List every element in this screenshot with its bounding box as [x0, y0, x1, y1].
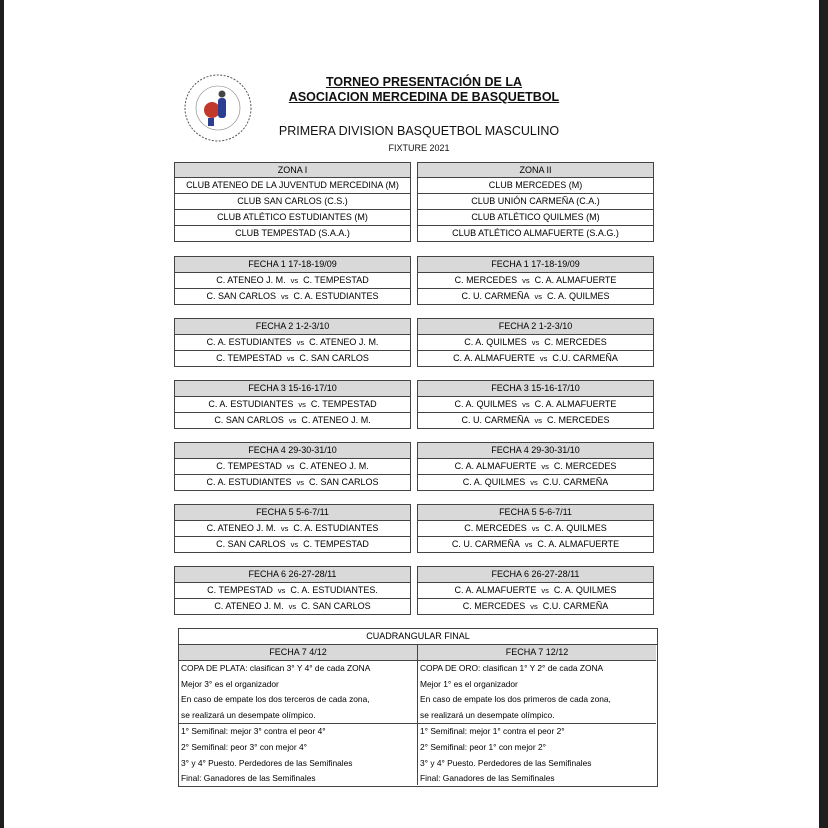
away-team: C. A. ALMAFUERTE	[534, 399, 617, 409]
vs-label: vs	[530, 602, 538, 611]
home-team: C. A. ALMAFUERTE	[454, 585, 537, 595]
rule-line: 2° Semifinal: peor 1° con mejor 2°	[420, 741, 546, 752]
vs-label: vs	[539, 354, 548, 363]
title-line-1: TORNEO PRESENTACIÓN DE LA	[325, 75, 523, 89]
vs-label: vs	[298, 400, 306, 409]
match-row	[418, 335, 653, 351]
rule-line: En caso de empate los dos terceros de cada zona,	[181, 694, 370, 705]
away-team: C. A. QUILMES	[546, 291, 610, 301]
away-team: C. A. ALMAFUERTE	[534, 275, 617, 285]
vs-label: vs	[541, 462, 549, 471]
match-row	[175, 273, 410, 289]
match-row	[175, 537, 410, 552]
vs-label: vs	[524, 540, 533, 549]
home-team: C. ATENEO J. M.	[206, 523, 276, 533]
rule-line: COPA DE PLATA: clasifican 3° Y 4° de cada ZONA	[181, 663, 371, 673]
home-team: C. SAN CARLOS	[206, 291, 276, 301]
vs-label: vs	[280, 524, 289, 533]
final-header: CUADRANGULAR FINAL	[179, 629, 657, 645]
document-page	[4, 0, 819, 828]
zone-header: ZONA II	[418, 163, 653, 178]
away-team: C. A. ESTUDIANTES	[293, 291, 379, 301]
fecha-header: FECHA 1 17-18-19/09	[418, 257, 653, 273]
match-row	[418, 583, 653, 599]
away-team: C. MERCEDES	[547, 415, 610, 425]
home-team: C. ATENEO J. M.	[216, 275, 286, 285]
zone-2-table	[417, 162, 654, 242]
match-row	[175, 335, 410, 351]
vs-label: vs	[288, 602, 297, 611]
fecha-header: FECHA 2 1-2-3/10	[418, 319, 653, 335]
home-team: C. MERCEDES	[464, 523, 527, 533]
match-row	[175, 599, 410, 614]
fecha-2-zone-2	[417, 318, 654, 367]
away-team: C. ATENEO J. M.	[309, 337, 379, 347]
vs-label: vs	[522, 400, 530, 409]
vs-label: vs	[531, 338, 540, 347]
away-team: C. SAN CARLOS	[299, 353, 369, 363]
rule-line: 1° Semifinal: mejor 3° contra el peor 4°	[179, 723, 417, 740]
match-row	[175, 583, 410, 599]
away-team: C. MERCEDES	[553, 461, 617, 471]
away-team: C. A. ALMAFUERTE	[537, 539, 620, 549]
away-team: C. A. QUILMES	[544, 523, 607, 533]
match-row	[418, 413, 653, 428]
fecha-header: FECHA 4 29-30-31/10	[418, 443, 653, 459]
fecha-3-zone-1	[174, 380, 411, 429]
away-team: C.U. CARMEÑA	[542, 477, 609, 487]
zone-team: CLUB TEMPESTAD (S.A.A.)	[235, 228, 350, 238]
home-team: C. U. CARMEÑA	[451, 539, 520, 549]
rule-line: Mejor 1° es el organizador	[420, 678, 518, 689]
home-team: C. SAN CARLOS	[214, 415, 284, 425]
rule-line: COPA DE ORO: clasifican 1° Y 2° de cada ZONA	[420, 663, 604, 673]
match-row	[418, 289, 653, 304]
fecha-3-zone-2	[417, 380, 654, 429]
fecha-header: FECHA 3 15-16-17/10	[418, 381, 653, 397]
home-team: C. A. ESTUDIANTES	[208, 399, 294, 409]
vs-label: vs	[286, 354, 295, 363]
fixture-label: FIXTURE 2021	[388, 143, 450, 153]
rule-line: 3° y 4° Puesto. Perdedores de las Semifinales	[420, 757, 592, 768]
vs-label: vs	[296, 478, 304, 487]
away-team: C.U. CARMEÑA	[552, 353, 618, 363]
vs-label: vs	[296, 338, 305, 347]
rule-line: se realizará un desempate olímpico.	[181, 709, 316, 720]
home-team: C. TEMPESTAD	[216, 461, 282, 471]
fecha-1-zone-1	[174, 256, 411, 305]
rule-line: En caso de empate los dos primeros de cada zona,	[420, 694, 611, 705]
match-row	[418, 521, 653, 537]
zone-header: ZONA I	[175, 163, 410, 178]
away-team: C. A. ESTUDIANTES.	[290, 585, 378, 595]
fecha-header: FECHA 5 5-6-7/11	[175, 505, 410, 521]
home-team: C. TEMPESTAD	[216, 353, 282, 363]
zone-team: CLUB ATENEO DE LA JUVENTUD MERCEDINA (M)	[175, 178, 410, 194]
fecha-5-zone-2	[417, 504, 654, 553]
vs-label: vs	[290, 540, 299, 549]
away-team: C. A. QUILMES	[553, 585, 617, 595]
fecha-header: FECHA 6 26-27-28/11	[175, 567, 410, 583]
rule-line: Final: Ganadores de las Semifinales	[181, 773, 316, 784]
home-team: C. ATENEO J. M.	[214, 601, 284, 611]
fecha-header: FECHA 1 17-18-19/09	[175, 257, 410, 273]
match-row	[175, 459, 410, 475]
away-team: C. ATENEO J. M.	[299, 461, 369, 471]
rule-line: 1° Semifinal: mejor 1° contra el peor 2°	[418, 723, 656, 740]
home-team: C. A. ESTUDIANTES	[206, 337, 292, 347]
away-team: C. A. ESTUDIANTES	[293, 523, 379, 533]
home-team: C. TEMPESTAD	[207, 585, 273, 595]
fecha-header: FECHA 6 26-27-28/11	[418, 567, 653, 583]
fecha-header: FECHA 5 5-6-7/11	[418, 505, 653, 521]
fecha-6-zone-1	[174, 566, 411, 615]
rule-line: Final: Ganadores de las Semifinales	[420, 773, 555, 784]
final-left-column	[179, 645, 418, 785]
home-team: C. U. CARMEÑA	[461, 415, 530, 425]
away-team: C. TEMPESTAD	[310, 399, 377, 409]
away-team: C. SAN CARLOS	[309, 477, 379, 487]
home-team: C. A. ALMAFUERTE	[454, 461, 537, 471]
vs-label: vs	[531, 524, 540, 533]
away-team: C. ATENEO J. M.	[301, 415, 371, 425]
match-row	[418, 273, 653, 289]
zone-team: CLUB SAN CARLOS (C.S.)	[175, 194, 410, 210]
zone-1-table	[174, 162, 411, 242]
fecha-6-zone-2	[417, 566, 654, 615]
fecha-header: FECHA 4 29-30-31/10	[175, 443, 410, 459]
vs-label: vs	[288, 416, 297, 425]
home-team: C. A. QUILMES	[462, 477, 526, 487]
zone-team: CLUB ATLÉTICO QUILMES (M)	[418, 210, 653, 226]
match-row	[418, 537, 653, 552]
rule-line: 3° y 4° Puesto. Perdedores de las Semifinales	[181, 757, 353, 768]
title-line-2: ASOCIACION MERCEDINA DE BASQUETBOL	[288, 90, 560, 104]
away-team: C. MERCEDES	[544, 337, 607, 347]
away-team: C. SAN CARLOS	[301, 601, 371, 611]
fecha-header: FECHA 3 15-16-17/10	[175, 381, 410, 397]
rule-line: se realizará un desempate olímpico.	[420, 709, 555, 720]
fecha-7-left-header: FECHA 7 4/12	[179, 645, 417, 661]
match-row	[175, 397, 410, 413]
document-subtitle: PRIMERA DIVISION BASQUETBOL MASCULINO	[278, 124, 560, 138]
match-row	[418, 397, 653, 413]
final-table	[178, 628, 658, 787]
rule-line: Mejor 3° es el organizador	[181, 678, 279, 689]
home-team: C. A. QUILMES	[454, 399, 518, 409]
vs-label: vs	[534, 292, 542, 301]
home-team: C. A. ESTUDIANTES	[206, 477, 292, 487]
zone-team: CLUB ATLÉTICO ALMAFUERTE (S.A.G.)	[452, 228, 619, 238]
vs-label: vs	[281, 292, 289, 301]
vs-label: vs	[286, 462, 295, 471]
zone-team: CLUB MERCEDES (M)	[418, 178, 653, 194]
match-row	[175, 351, 410, 366]
zone-team: CLUB UNIÓN CARMEÑA (C.A.)	[418, 194, 653, 210]
home-team: C. A. ALMAFUERTE	[453, 353, 535, 363]
home-team: C. SAN CARLOS	[216, 539, 286, 549]
match-row	[175, 521, 410, 537]
fecha-5-zone-1	[174, 504, 411, 553]
fecha-1-zone-2	[417, 256, 654, 305]
fecha-2-zone-1	[174, 318, 411, 367]
vs-label: vs	[541, 586, 549, 595]
away-team: C. TEMPESTAD	[303, 275, 369, 285]
vs-label: vs	[290, 276, 299, 285]
away-team: C. TEMPESTAD	[303, 539, 369, 549]
vs-label: vs	[530, 478, 538, 487]
home-team: C. MERCEDES	[454, 275, 518, 285]
home-team: C. MERCEDES	[462, 601, 526, 611]
match-row	[175, 475, 410, 490]
match-row	[418, 351, 653, 366]
vs-label: vs	[277, 586, 286, 595]
match-row	[175, 413, 410, 428]
match-row	[418, 475, 653, 490]
final-right-column	[418, 645, 656, 785]
match-row	[175, 289, 410, 304]
home-team: C. A. QUILMES	[464, 337, 527, 347]
vs-label: vs	[522, 276, 530, 285]
document-title	[264, 75, 584, 105]
fecha-4-zone-1	[174, 442, 411, 491]
match-row	[418, 459, 653, 475]
away-team: C.U. CARMEÑA	[542, 601, 609, 611]
rule-line: 2° Semifinal: peor 3° con mejor 4°	[181, 741, 307, 752]
fecha-header: FECHA 2 1-2-3/10	[175, 319, 410, 335]
fecha-7-right-header: FECHA 7 12/12	[418, 645, 656, 661]
vs-label: vs	[534, 416, 542, 425]
match-row	[418, 599, 653, 614]
home-team: C. U. CARMEÑA	[461, 291, 530, 301]
fecha-4-zone-2	[417, 442, 654, 491]
zone-team: CLUB ATLÉTICO ESTUDIANTES (M)	[175, 210, 410, 226]
